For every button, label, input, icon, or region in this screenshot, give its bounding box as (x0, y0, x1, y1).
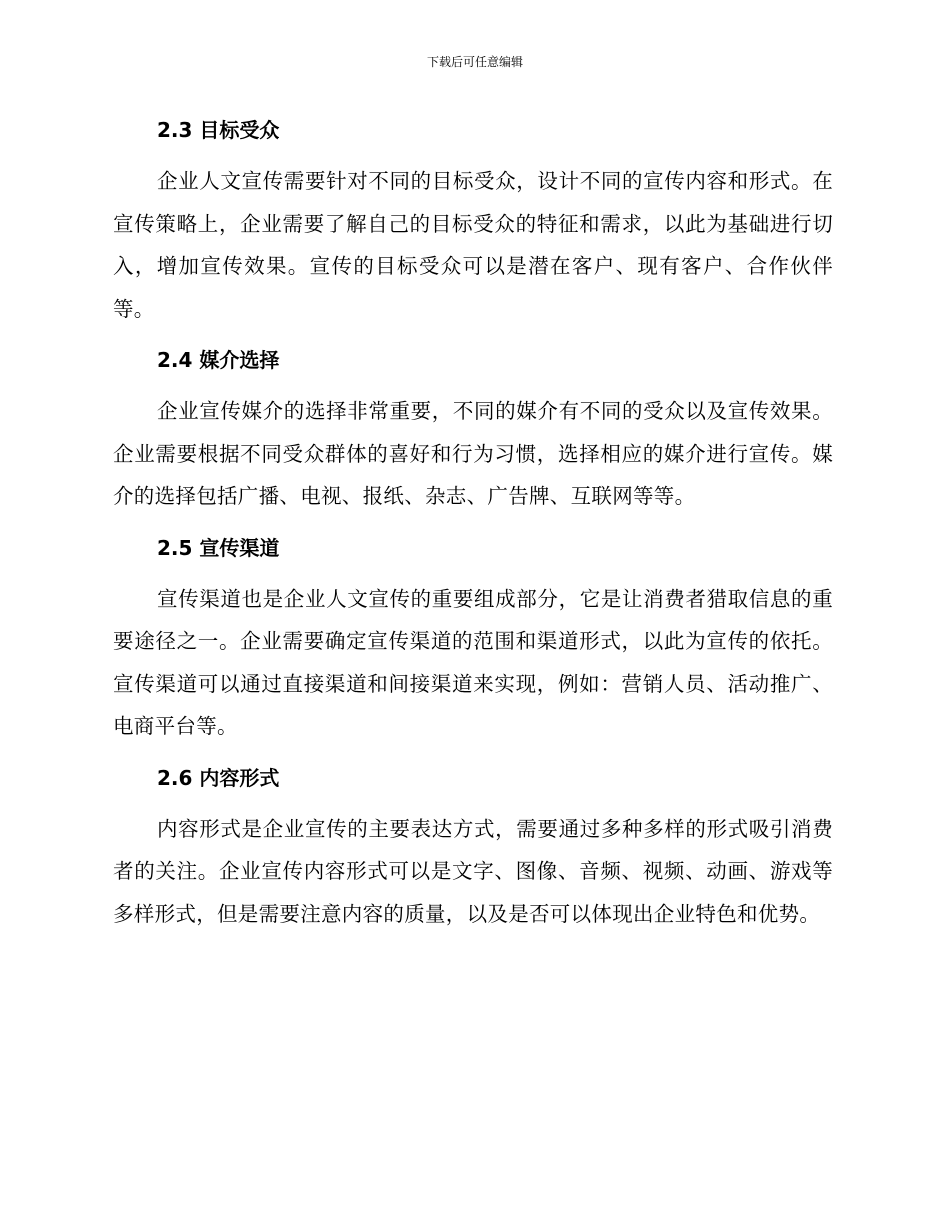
section-paragraph: 企业宣传媒介的选择非常重要，不同的媒介有不同的受众以及宣传效果。企业需要根据不同受众群体的喜好和行为习惯，选择相应的媒介进行宣传。媒介的选择包括广播、电视、报纸、杂志、广告牌、互联网等等。 (113, 399, 833, 508)
section-heading: 2.4 媒介选择 (157, 348, 280, 372)
section-heading: 2.6 内容形式 (157, 765, 280, 790)
section-paragraph: 内容形式是企业宣传的主要表达方式，需要通过多种多样的形式吸引消费者的关注。企业宣传内容形式可以是文字、图像、音频、视频、动画、游戏等多样形式，但是需要注意内容的质量，以及是否可以体现出企业特色和优势。 (113, 816, 833, 926)
section-media-selection (113, 340, 833, 528)
section-target-audience (113, 110, 833, 340)
document-body (113, 110, 833, 945)
section-paragraph: 宣传渠道也是企业人文宣传的重要组成部分，它是让消费者猎取信息的重要途径之一。企业需要确定宣传渠道的范围和渠道形式，以此为宣传的依托。宣传渠道可以通过直接渠道和间接渠道来实现，例如：营销人员、活动推广、电商平台等。 (113, 586, 833, 738)
section-promotion-channels (113, 528, 833, 758)
section-heading: 2.3 目标受众 (157, 118, 280, 142)
section-paragraph: 企业人文宣传需要针对不同的目标受众，设计不同的宣传内容和形式。在宣传策略上，企业需要了解自己的目标受众的特征和需求，以此为基础进行切入，增加宣传效果。宣传的目标受众可以是潜在客户、现有客户、合作伙伴等。 (113, 169, 833, 321)
section-content-format (113, 758, 833, 946)
page-header: 下载后可任意编辑 (426, 55, 523, 69)
section-heading: 2.5 宣传渠道 (157, 535, 280, 560)
